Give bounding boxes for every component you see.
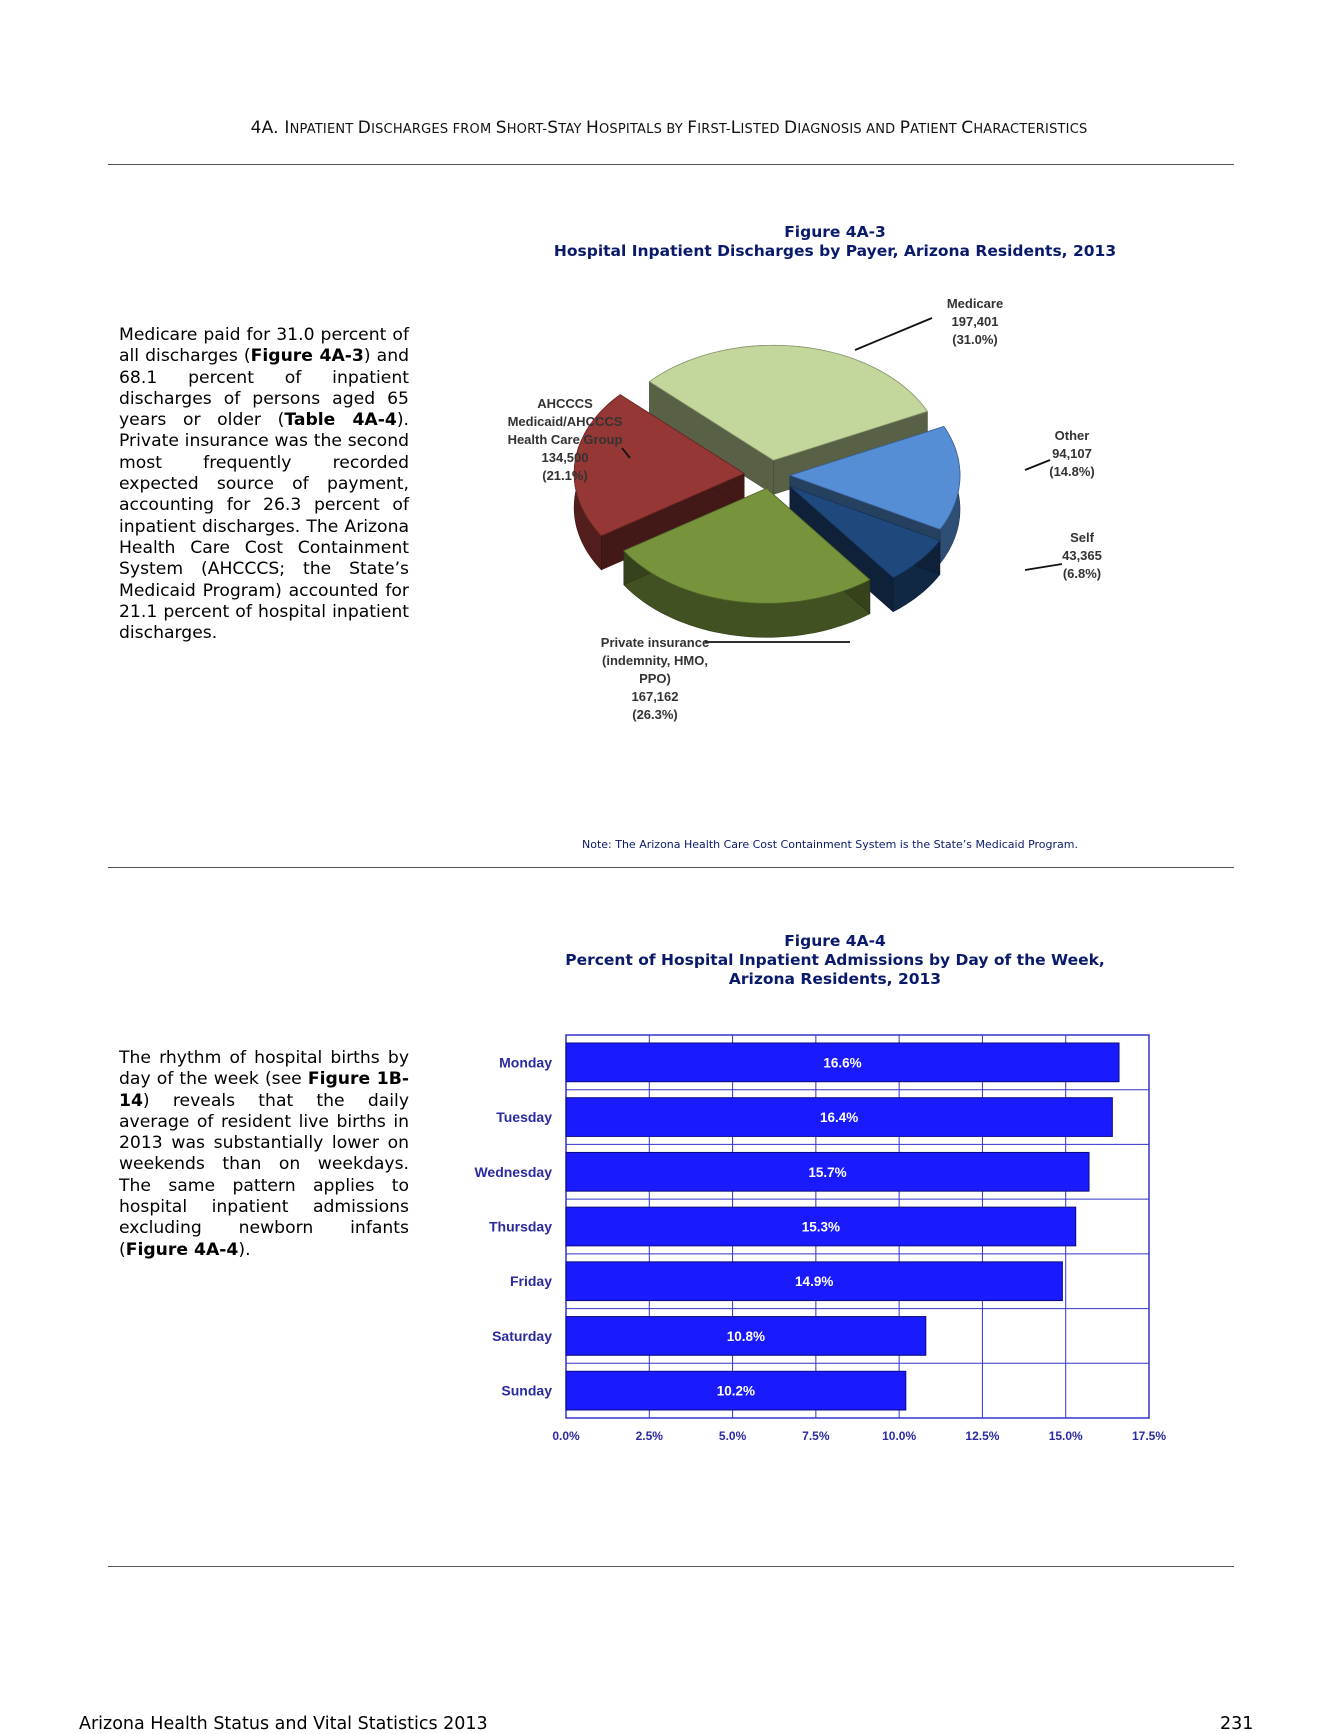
bar-data-label: 15.7% [808, 1164, 847, 1180]
divider [108, 164, 1234, 165]
figure-note: Note: The Arizona Health Care Cost Containment System is the State’s Medicaid Program. [582, 838, 1078, 851]
pie-label-line: (31.0%) [952, 332, 998, 347]
bar-data-label: 16.4% [820, 1110, 859, 1126]
page-header [108, 118, 1230, 138]
header-smallcaps: IAGNOSIS AND [797, 122, 900, 137]
bar-data-label: 15.3% [801, 1219, 840, 1235]
category-label: Friday [509, 1273, 552, 1290]
header-smallcaps: HORT- [506, 122, 548, 137]
x-tick-label: 5.0% [718, 1429, 747, 1443]
x-tick-label: 12.5% [965, 1429, 1000, 1443]
bar-data-label: 16.6% [823, 1055, 862, 1071]
header-title [284, 118, 1087, 138]
pie-label-line: (6.8%) [1062, 566, 1102, 581]
x-tick-label: 7.5% [802, 1429, 830, 1443]
paragraph-text: ) reveals that the daily average of resident live births in 2013 was substantially lower on weekends than on weekdays. The same pattern applies to hospital inpatient admissions excluding newborn infants ( [119, 1090, 409, 1260]
header-cap: S [495, 118, 507, 138]
header-cap: D [357, 118, 372, 138]
header-smallcaps: NPATIENT [289, 122, 358, 137]
pie-label-line: AHCCCS [537, 396, 593, 411]
divider [108, 867, 1234, 868]
paragraph-text: ). Private insurance was the second most frequently recorded expected source of payment, accounting for 26.3 percent of inpatient discharges. The Arizona Health Care Cost Containment System (AHCCCS; the State’s Medicaid Program) accounted for 21.1 percent of hospital inpatient discharges. [119, 410, 410, 644]
bold-reference: Figure 4A-3 [250, 346, 364, 367]
category-label: Tuesday [496, 1109, 552, 1126]
pie-label-line: (14.8%) [1049, 464, 1095, 479]
pie-label [855, 296, 1003, 350]
paragraph-day-of-week [119, 1048, 409, 1261]
bar-chart [460, 1020, 1180, 1450]
pie-label-line: Other [1054, 428, 1090, 443]
header-cap: L [730, 118, 741, 138]
header-number: 4A. [250, 118, 279, 138]
pie-label-line: Medicare [946, 296, 1004, 311]
pie-chart [470, 290, 1130, 740]
pie-label-line: Health Care Group [507, 432, 623, 447]
pie-label-line: (indemnity, HMO, [602, 653, 708, 668]
figure-4a-3-title [545, 223, 1125, 261]
pie-label-line: 134,500 [541, 450, 589, 465]
header-cap: S [547, 118, 559, 138]
pie-label-line: Medicaid/AHCCCS [507, 414, 623, 429]
bar-data-label: 10.2% [716, 1383, 756, 1399]
paragraph-text: ). [238, 1239, 251, 1260]
x-tick-label: 15.0% [1048, 1429, 1083, 1443]
pie-label-line: 94,107 [1052, 446, 1092, 461]
header-smallcaps: TAY [558, 122, 586, 137]
paragraph-text: The rhythm of hospital births by day of the week (see [119, 1048, 409, 1090]
figure-caption-line1: Percent of Hospital Inpatient Admissions by Day of the Week, [565, 951, 1105, 969]
header-smallcaps: OSPITALS BY [598, 122, 688, 137]
header-cap: F [687, 118, 698, 138]
header-smallcaps: ISCHARGES FROM [371, 122, 496, 137]
bold-reference: Table 4A-4 [284, 410, 397, 431]
pie-label [1025, 530, 1102, 581]
figure-caption: Hospital Inpatient Discharges by Payer, Arizona Residents, 2013 [553, 242, 1117, 260]
header-cap: C [961, 118, 974, 138]
header-smallcaps: IRST- [697, 122, 731, 137]
pie-label [1025, 428, 1095, 479]
pie-label-line: Private insurance [600, 635, 710, 650]
bold-reference: Figure 1B-14 [119, 1069, 409, 1111]
header-cap: P [899, 118, 911, 138]
x-tick-label: 0.0% [552, 1429, 580, 1443]
category-label: Thursday [488, 1218, 552, 1235]
header-cap: I [284, 118, 290, 138]
page-number: 231 [1220, 1714, 1254, 1734]
divider [108, 1566, 1234, 1567]
category-label: Saturday [492, 1327, 552, 1344]
pie-label-line: 43,365 [1062, 548, 1102, 563]
x-tick-label: 17.5% [1131, 1429, 1167, 1443]
x-tick-label: 2.5% [635, 1429, 663, 1443]
figure-caption-line2: Arizona Residents, 2013 [728, 970, 942, 988]
header-cap: D [784, 118, 798, 138]
pie-label-line: (26.3%) [632, 707, 678, 722]
bar-data-label: 14.9% [795, 1274, 834, 1290]
paragraph-text: ) and 68.1 percent of inpatient discharges of persons aged 65 years or older ( [119, 346, 409, 431]
category-label: Sunday [501, 1382, 552, 1399]
figure-4a-4-title [545, 932, 1125, 989]
header-cap: H [585, 118, 599, 138]
x-tick-label: 10.0% [882, 1429, 917, 1443]
bar-data-label: 10.8% [726, 1328, 766, 1344]
header-smallcaps: HARACTERISTICS [973, 122, 1088, 137]
category-label: Wednesday [474, 1163, 552, 1180]
pie-label [601, 635, 850, 722]
figure-number: Figure 4A-3 [784, 223, 886, 241]
paragraph-text: Medicare paid for 31.0 percent of all discharges ( [119, 325, 409, 367]
bold-reference: Figure 4A-4 [125, 1239, 239, 1260]
figure-number: Figure 4A-4 [784, 932, 886, 950]
pie-label-line: 197,401 [951, 314, 999, 329]
category-label: Monday [499, 1054, 552, 1071]
header-smallcaps: ATIENT [910, 122, 962, 137]
paragraph-payer [119, 325, 409, 644]
pie-label-line: 167,162 [631, 689, 679, 704]
footer-publication: Arizona Health Status and Vital Statistics 2013 [79, 1714, 488, 1734]
pie-label-line: (21.1%) [542, 468, 588, 483]
header-smallcaps: ISTED [740, 122, 785, 137]
pie-label-line: Self [1070, 530, 1094, 545]
pie-label-line: PPO) [639, 671, 671, 686]
